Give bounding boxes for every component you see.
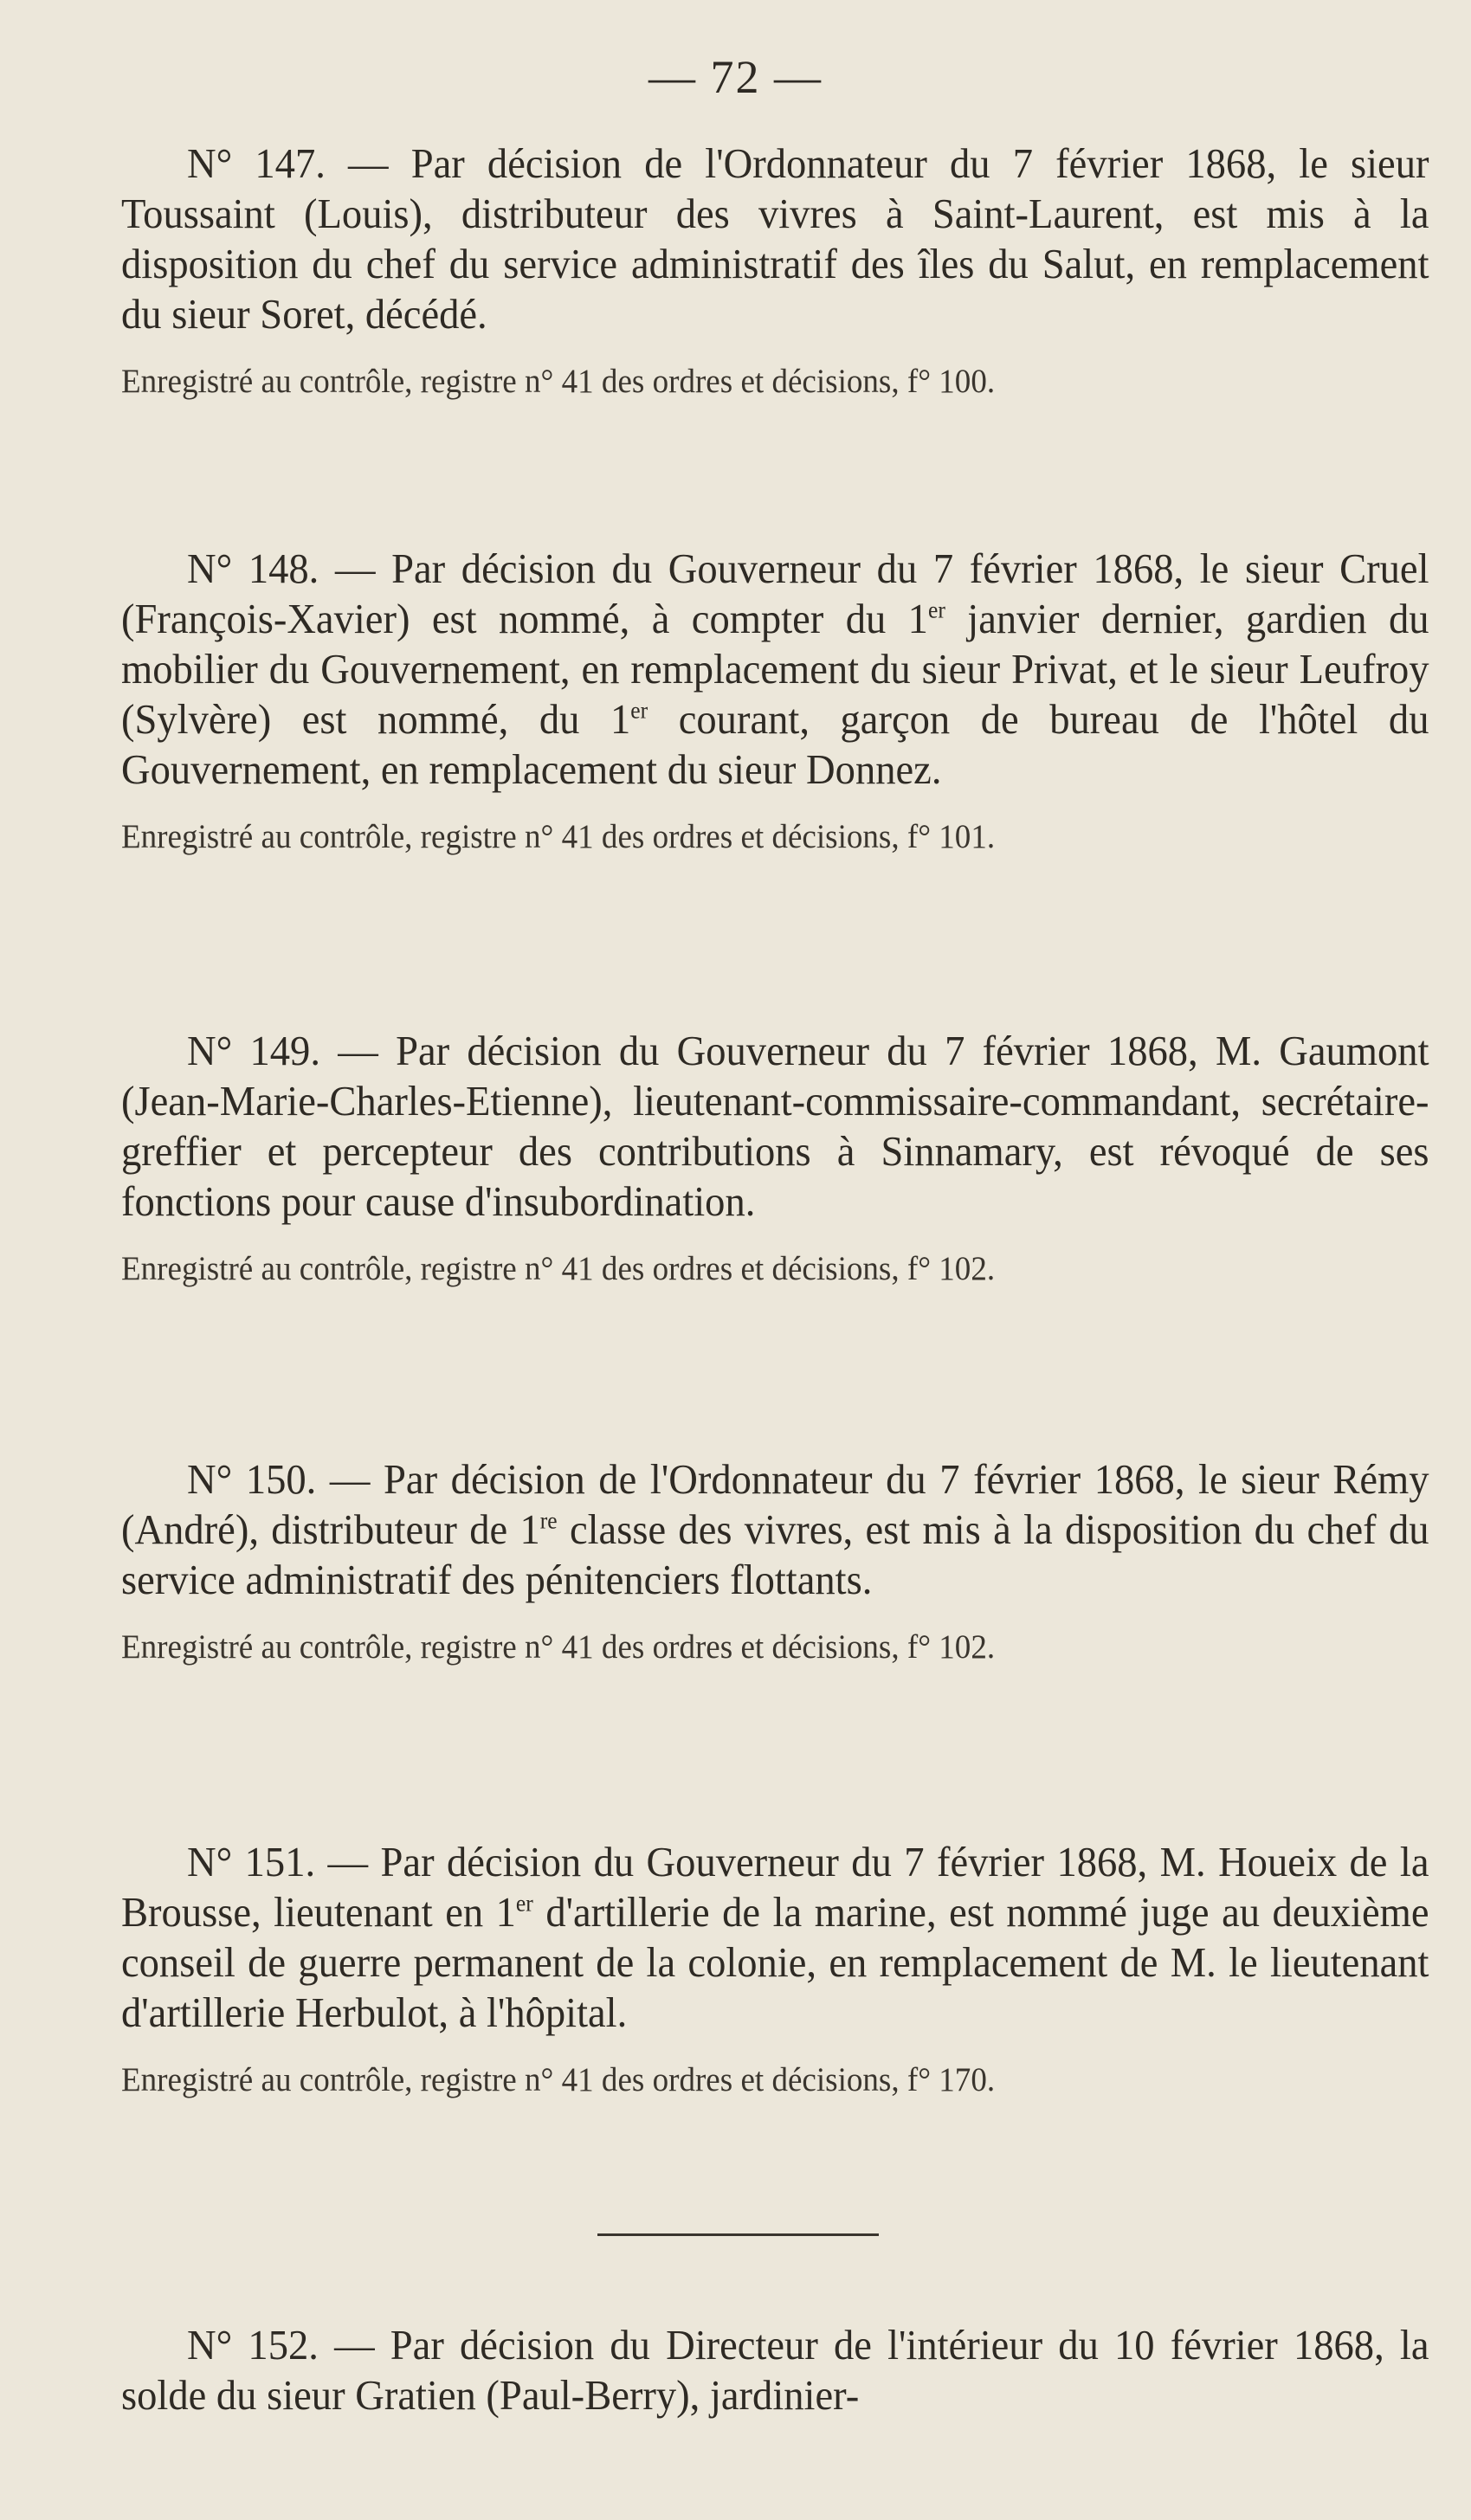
entry-number: N° 148.	[187, 545, 319, 592]
entry-147	[121, 139, 1429, 402]
entry-body: d'artillerie de la marine, est nommé juge au deuxième conseil de guerre permanent de la colonie, en remplacement de M. le lieutenant d'artillerie Herbulot, à l'hôpital.	[121, 1888, 1429, 2036]
entry-149	[121, 1026, 1429, 1289]
entry-148	[121, 544, 1429, 857]
entry-body: courant, garçon de bureau de l'hôtel du Gouvernement, en remplacement du sieur Donnez.	[121, 695, 1429, 793]
ordinal-superscript: er	[630, 697, 648, 724]
entry-151	[121, 1837, 1429, 2100]
entry-number: N° 151.	[187, 1838, 316, 1885]
entry-body: janvier dernier, gardien du mobilier du Gouvernement, en remplacement du sieur Privat, et le sieur Leufroy (Sylvère) est nommé, du 1	[121, 595, 1429, 743]
registration-note: Enregistré au contrôle, registre n° 41 des ordres et décisions, f° 101.	[121, 818, 996, 855]
ordinal-superscript: er	[927, 596, 945, 623]
registration-note: Enregistré au contrôle, registre n° 41 des ordres et décisions, f° 100.	[121, 363, 996, 400]
entry-body: classe des vivres, est mis à la disposition du chef du service administratif des pénitenciers flottants.	[121, 1505, 1429, 1603]
entry-152	[121, 2320, 1429, 2420]
entry-body: — Par décision du Gouverneur du 7 février 1868, M. Gaumont (Jean-Marie-Charles-Etienne), lieutenant-commissaire-commandant, secrétaire-greffier et percepteur des contributions à Sinnamary, est révoqué de ses fonctions pour cause d'insubordination.	[121, 1027, 1429, 1225]
registration-note: Enregistré au contrôle, registre n° 41 des ordres et décisions, f° 170.	[121, 2061, 996, 2098]
ordinal-superscript: er	[515, 1890, 533, 1917]
page-number: — 72 —	[648, 51, 823, 103]
entry-150	[121, 1454, 1429, 1667]
entry-text	[121, 1454, 1429, 1605]
ordinal-superscript: re	[539, 1507, 558, 1534]
entry-body: — Par décision du Gouverneur du 7 février 1868, le sieur Cruel (François-Xavier) est nommé, à compter du 1	[121, 545, 1429, 642]
entry-number: N° 150.	[187, 1455, 317, 1503]
entry-text	[121, 1026, 1429, 1227]
entry-body: — Par décision du Gouverneur du 7 février 1868, M. Houeix de la Brousse, lieutenant en 1	[121, 1838, 1429, 1936]
entry-text	[121, 1837, 1429, 2038]
entry-number: N° 152.	[187, 2321, 319, 2369]
entry-body: — Par décision de l'Ordonnateur du 7 février 1868, le sieur Toussaint (Louis), distributeur des vivres à Saint-Laurent, est mis à la disposition du chef du service administratif des îles du Salut, en remplacement du sieur Soret, décédé.	[121, 139, 1429, 338]
registration-note: Enregistré au contrôle, registre n° 41 des ordres et décisions, f° 102.	[121, 1250, 996, 1287]
registration-note: Enregistré au contrôle, registre n° 41 des ordres et décisions, f° 102.	[121, 1628, 996, 1666]
entry-number: N° 147.	[187, 139, 326, 187]
entry-text	[121, 544, 1429, 795]
section-divider	[597, 2233, 879, 2236]
entry-number: N° 149.	[187, 1027, 320, 1074]
entry-body: — Par décision de l'Ordonnateur du 7 février 1868, le sieur Rémy (André), distributeur de 1	[121, 1455, 1429, 1553]
entry-text	[121, 2320, 1429, 2420]
entry-text	[121, 139, 1429, 339]
entry-body: — Par décision du Directeur de l'intérieur du 10 février 1868, la solde du sieur Gratien (Paul-Berry), jardinier-	[121, 2321, 1429, 2419]
